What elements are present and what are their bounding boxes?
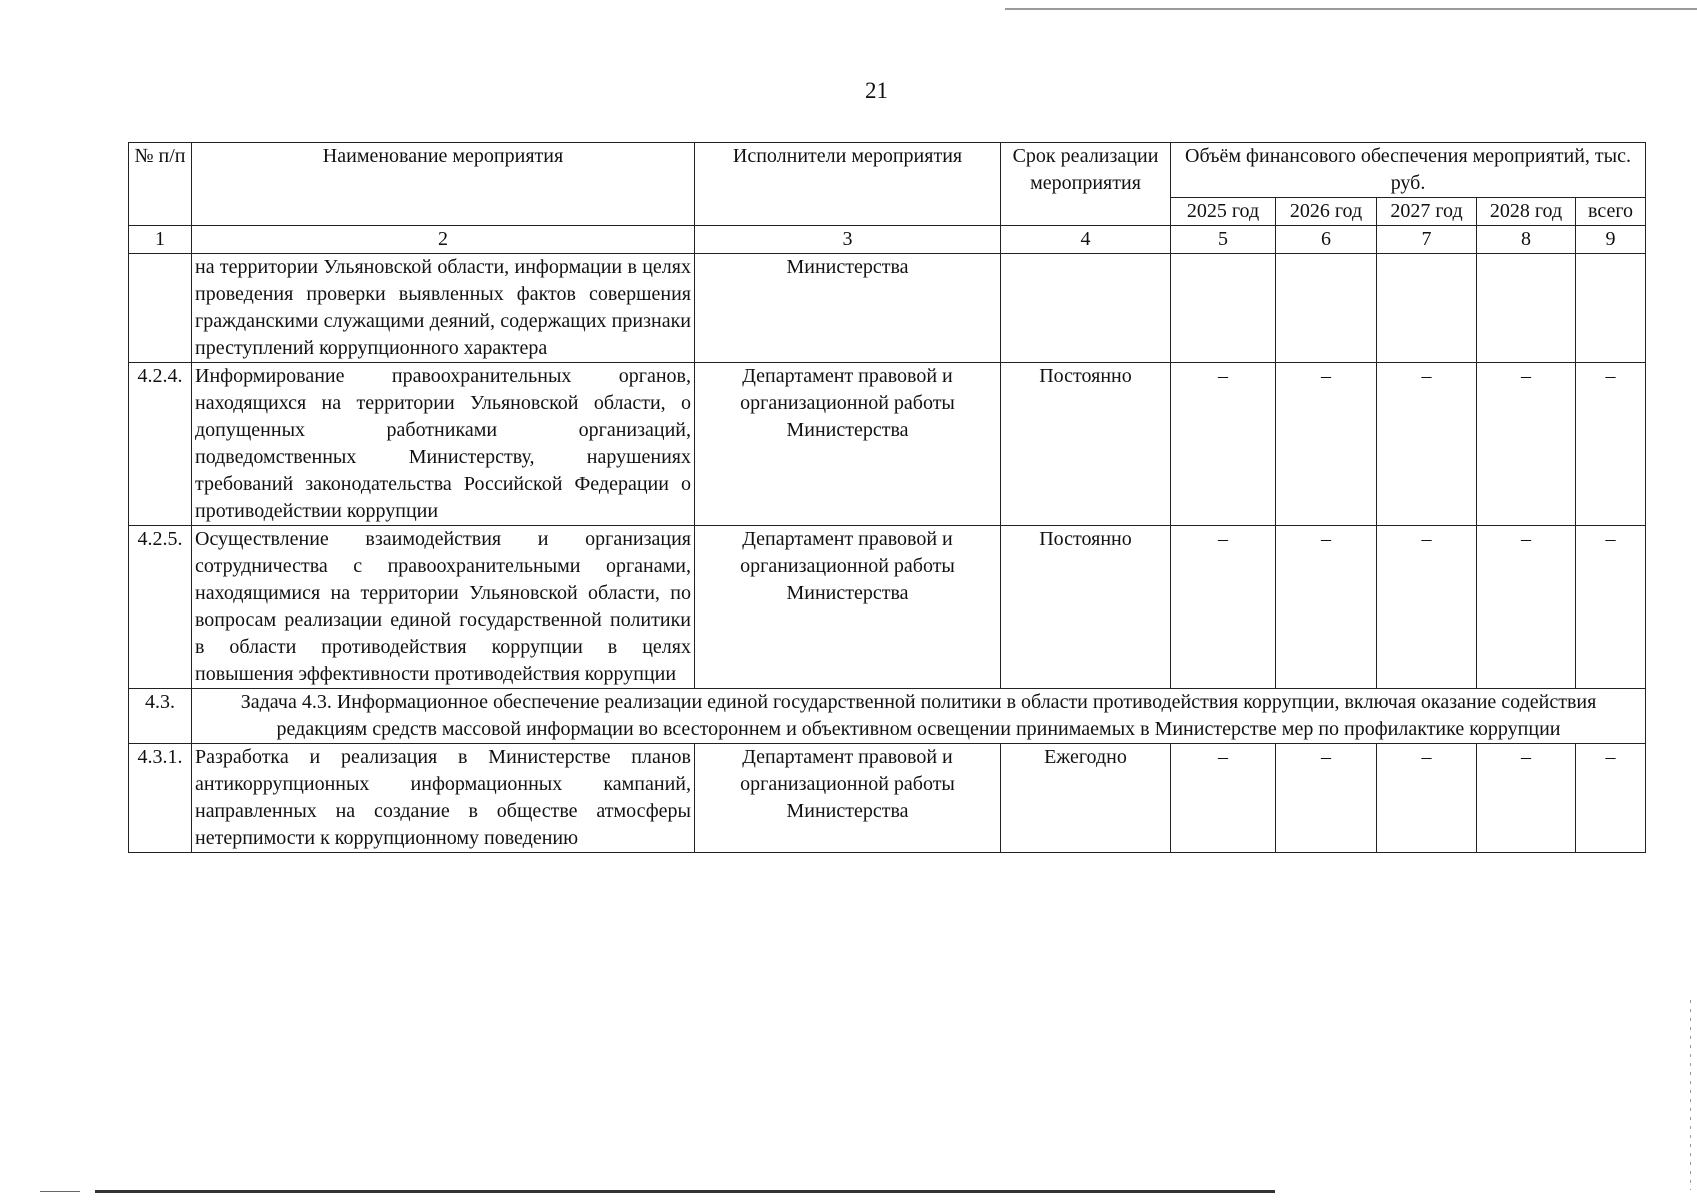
measure-name: Разработка и реализация в Министерстве планов антикоррупционных информационных кампаний, направленных на создание в обществе атмосферы нетерпимости к коррупционному поведению (192, 744, 695, 853)
header-total: всего (1576, 198, 1646, 226)
value-2028: – (1477, 526, 1576, 689)
table-row (129, 526, 1646, 689)
measure-term: Постоянно (1001, 526, 1171, 689)
row-number: 4.3.1. (129, 744, 192, 853)
header-year-2026: 2026 год (1276, 198, 1377, 226)
table-row (129, 254, 1646, 363)
value-2027: – (1377, 744, 1477, 853)
value-2025: – (1171, 744, 1276, 853)
value-2028: – (1477, 363, 1576, 526)
value-2025: – (1171, 363, 1276, 526)
table-row (129, 363, 1646, 526)
header-row (129, 143, 1646, 198)
header-num: № п/п (129, 143, 192, 226)
measure-executor: Департамент правовой и организационной работы Министерства (695, 744, 1001, 853)
column-index: 3 (695, 226, 1001, 254)
header-year-2027: 2027 год (1377, 198, 1477, 226)
column-index: 1 (129, 226, 192, 254)
column-index-row (129, 226, 1646, 254)
header-year-2025: 2025 год (1171, 198, 1276, 226)
task-text: Задача 4.3. Информационное обеспечение реализации единой государственной политики в области противодействия коррупции, включая оказание содействия редакциям средств массовой информации во всестороннем и объективном освещении принимаемых в Министерстве мер по профилактике коррупции (192, 689, 1646, 744)
scan-artifact-dots (1690, 1000, 1691, 1190)
column-index: 8 (1477, 226, 1576, 254)
column-index: 5 (1171, 226, 1276, 254)
measure-executor: Департамент правовой и организационной работы Министерства (695, 526, 1001, 689)
measure-name: на территории Ульяновской области, информации в целях проведения проверки выявленных фактов совершения гражданскими служащими деяний, содержащих признаки преступлений коррупционного характера (192, 254, 695, 363)
value-2026: – (1276, 363, 1377, 526)
row-number (129, 254, 192, 363)
scan-artifact-line (95, 1190, 1275, 1193)
value-total: – (1576, 526, 1646, 689)
header-finance: Объём финансового обеспечения мероприятий, тыс. руб. (1171, 143, 1646, 198)
table-row (129, 744, 1646, 853)
measure-executor: Департамент правовой и организационной работы Министерства (695, 363, 1001, 526)
value-2025 (1171, 254, 1276, 363)
value-total (1576, 254, 1646, 363)
value-2025: – (1171, 526, 1276, 689)
column-index: 9 (1576, 226, 1646, 254)
column-index: 4 (1001, 226, 1171, 254)
row-number: 4.2.4. (129, 363, 192, 526)
measure-executor: Министерства (695, 254, 1001, 363)
measure-name: Осуществление взаимодействия и организация сотрудничества с правоохранительными органами, находящимися на территории Ульяновской области, по вопросам реализации единой государственной политики в области противодействия коррупции в целях повышения эффективности противодействия коррупции (192, 526, 695, 689)
column-index: 7 (1377, 226, 1477, 254)
value-2028 (1477, 254, 1576, 363)
measures-table (128, 142, 1646, 853)
measure-term (1001, 254, 1171, 363)
value-2026: – (1276, 744, 1377, 853)
value-2026: – (1276, 526, 1377, 689)
column-index: 6 (1276, 226, 1377, 254)
value-2028: – (1477, 744, 1576, 853)
page-number: 21 (865, 78, 888, 103)
value-2027: – (1377, 363, 1477, 526)
scan-artifact-line (1005, 8, 1697, 10)
row-number: 4.2.5. (129, 526, 192, 689)
measure-term: Ежегодно (1001, 744, 1171, 853)
task-number: 4.3. (129, 689, 192, 744)
scan-artifact-line (40, 1191, 80, 1192)
task-row (129, 689, 1646, 744)
value-2027: – (1377, 526, 1477, 689)
header-name: Наименование мероприятия (192, 143, 695, 226)
measure-name: Информирование правоохранительных органов, находящихся на территории Ульяновской области, о допущенных работниками организаций, подведомственных Министерству, нарушениях требований законодательства Российской Федерации о противодействии коррупции (192, 363, 695, 526)
value-total: – (1576, 363, 1646, 526)
column-index: 2 (192, 226, 695, 254)
value-total: – (1576, 744, 1646, 853)
value-2026 (1276, 254, 1377, 363)
header-executors: Исполнители мероприятия (695, 143, 1001, 226)
header-term: Срок реализации мероприятия (1001, 143, 1171, 226)
measure-term: Постоянно (1001, 363, 1171, 526)
value-2027 (1377, 254, 1477, 363)
header-year-2028: 2028 год (1477, 198, 1576, 226)
